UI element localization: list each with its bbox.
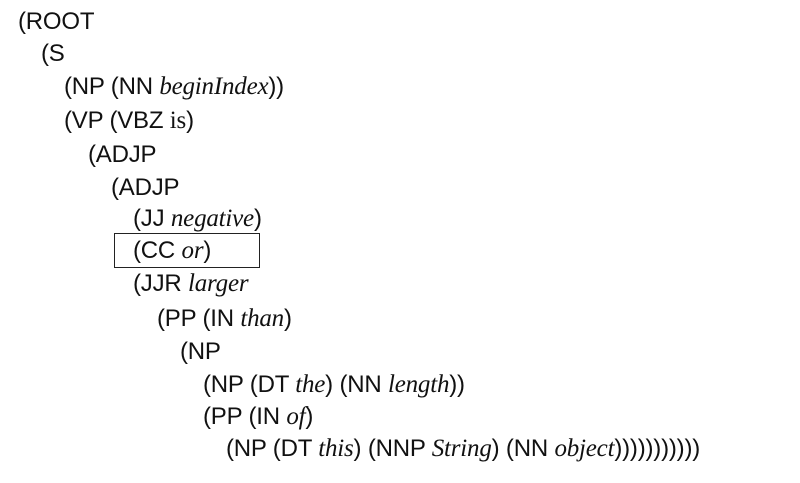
dt-this-tag: DT [280, 435, 312, 462]
word-than: than [240, 305, 284, 332]
word-object: object [554, 435, 615, 462]
tree-line-pp-of: (PP (IN of) [203, 403, 314, 430]
word-length: length [387, 371, 450, 398]
tree-line-pp-than: (PP (IN than) [157, 305, 292, 332]
in-than-tag: IN [210, 305, 234, 332]
tree-line-np-object: (NP [180, 338, 221, 365]
in-of-tag: IN [256, 403, 280, 430]
nn-subject-tag: NN [118, 73, 153, 100]
np-subject-label: NP [71, 73, 105, 100]
tree-line-adjp-outer: (ADJP [88, 141, 157, 168]
pp-of-label: PP [210, 403, 242, 430]
np-object-label: NP [187, 338, 221, 365]
word-the: the [295, 371, 326, 398]
s-label: S [48, 40, 65, 67]
nnp-string-tag: NNP [375, 435, 426, 462]
root-label: ROOT [25, 8, 95, 35]
tree-line-jj: (JJ negative) [133, 205, 262, 232]
tree-line-np-this-string-object: (NP (DT this) (NNP String) (NN object))))))))))) [226, 435, 701, 462]
vp-label: VP [71, 107, 103, 134]
word-this: this [318, 435, 354, 462]
word-beginindex: beginIndex [159, 73, 269, 100]
word-or: or [181, 237, 204, 264]
tree-line-np-the-length: (NP (DT the) (NN length)) [203, 371, 465, 398]
word-string: String [431, 435, 492, 462]
nn-length-tag: NN [347, 371, 382, 398]
np-this-label: NP [233, 435, 267, 462]
jj-tag: JJ [140, 205, 165, 232]
word-negative: negative [170, 205, 254, 232]
tree-line-adjp-inner: (ADJP [111, 174, 180, 201]
closing-parens: ))))))))))) [614, 435, 701, 462]
tree-line-np-subject: (NP (NN beginIndex)) [64, 73, 284, 100]
tree-line-jjr: (JJR larger [133, 270, 249, 297]
word-is: is [169, 107, 187, 134]
dt-the-tag: DT [257, 371, 289, 398]
jjr-tag: JJR [140, 270, 182, 297]
pp-than-label: PP [164, 305, 196, 332]
tree-line-cc: (CC or) [133, 237, 212, 264]
vbz-tag: VBZ [117, 107, 164, 134]
tree-line-vp: (VP (VBZ is) [64, 107, 194, 134]
nn-object-tag: NN [513, 435, 548, 462]
tree-line-s: (S [41, 40, 65, 67]
adjp-inner-label: ADJP [118, 174, 180, 201]
word-larger: larger [188, 270, 249, 297]
cc-tag: CC [140, 237, 176, 264]
np-the-length-label: NP [210, 371, 244, 398]
word-of: of [286, 403, 306, 430]
tree-line-root: (ROOT [18, 8, 95, 35]
adjp-outer-label: ADJP [95, 141, 157, 168]
